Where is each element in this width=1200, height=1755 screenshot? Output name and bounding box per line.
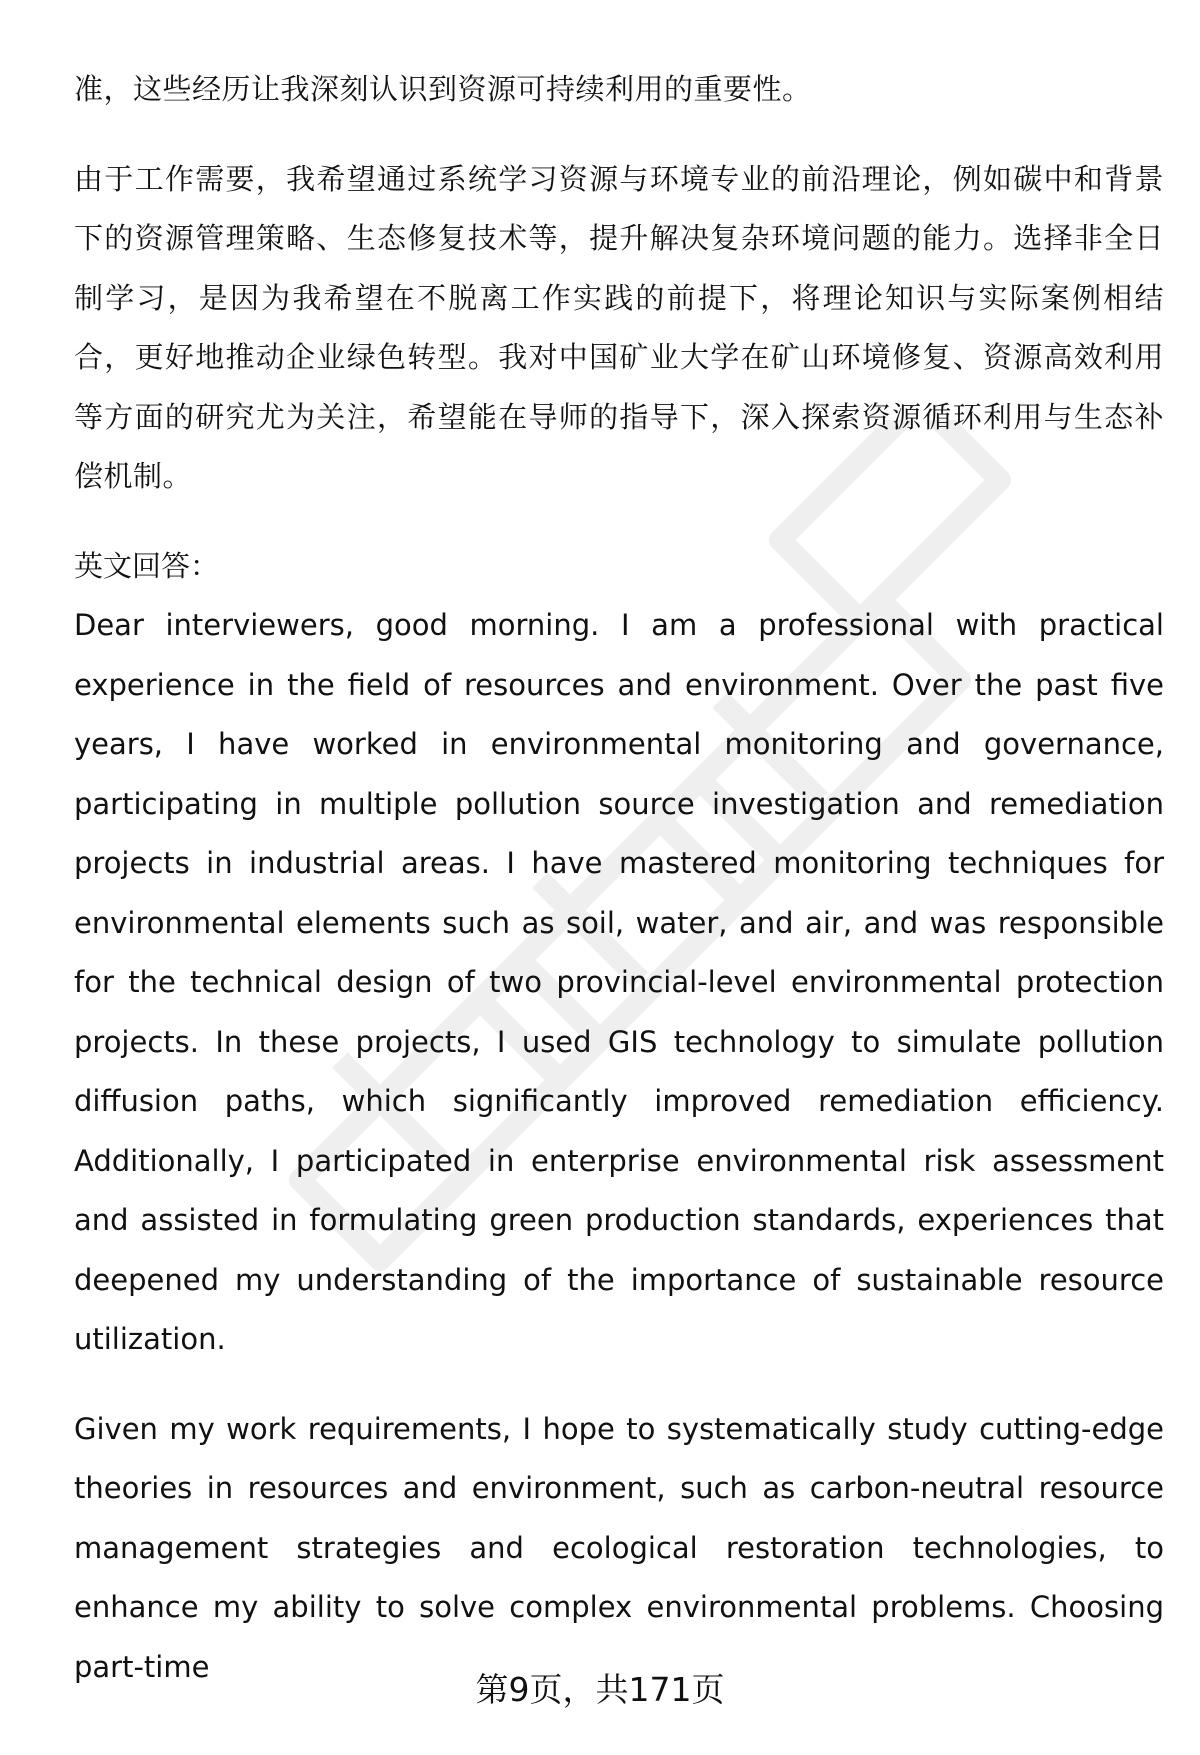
section-label-english-answer: 英文回答： — [74, 548, 220, 583]
paragraph-zh-2: 由于工作需要，我希望通过系统学习资源与环境专业的前沿理论，例如碳中和背景下的资源管理策略、生态修复技术等，提升解决复杂环境问题的能力。选择非全日制学习，是因为我希望在不脱离工作实践的前提下，将理论知识与实际案例相结合，更好地推动企业绿色转型。我对中国矿业大学在矿山环境修复、资源高效利用等方面的研究尤为关注，希望能在导师的指导下，深入探索资源循环利用与生态补偿机制。 — [74, 161, 1164, 493]
paragraph-en-2: Given my work requirements, I hope to systematically study cutting-edge theories in resources and environment, such as carbon-neutral resource management strategies and ecological restoration technologies, to enhance my ability to solve complex environmental problems. Choosing part-time — [74, 1411, 1164, 1684]
page-footer: 第9页，共171页 — [475, 1670, 725, 1709]
document-body — [74, 60, 1164, 1727]
paragraph-zh-1: 准，这些经历让我深刻认识到资源可持续利用的重要性。 — [74, 72, 812, 106]
paragraph-en-1: Dear interviewers, good morning. I am a professional with practical experience in the field of resources and environment. Over the past five years, I have worked in environmental monitoring and governance, participating in multiple pollution source investigation and remediation projects in industrial areas. I have mastered monitoring techniques for environmental elements such as soil, water, and air, and was responsible for the technical design of two provincial-level environmental protection projects. In these projects, I used GIS technology to simulate pollution diffusion paths, which significantly improved remediation efficiency. Additionally, I participated in enterprise environmental risk assessment and assisted in formulating green production standards, experiences that deepened my understanding of the importance of sustainable resource utilization. — [74, 608, 1164, 1356]
